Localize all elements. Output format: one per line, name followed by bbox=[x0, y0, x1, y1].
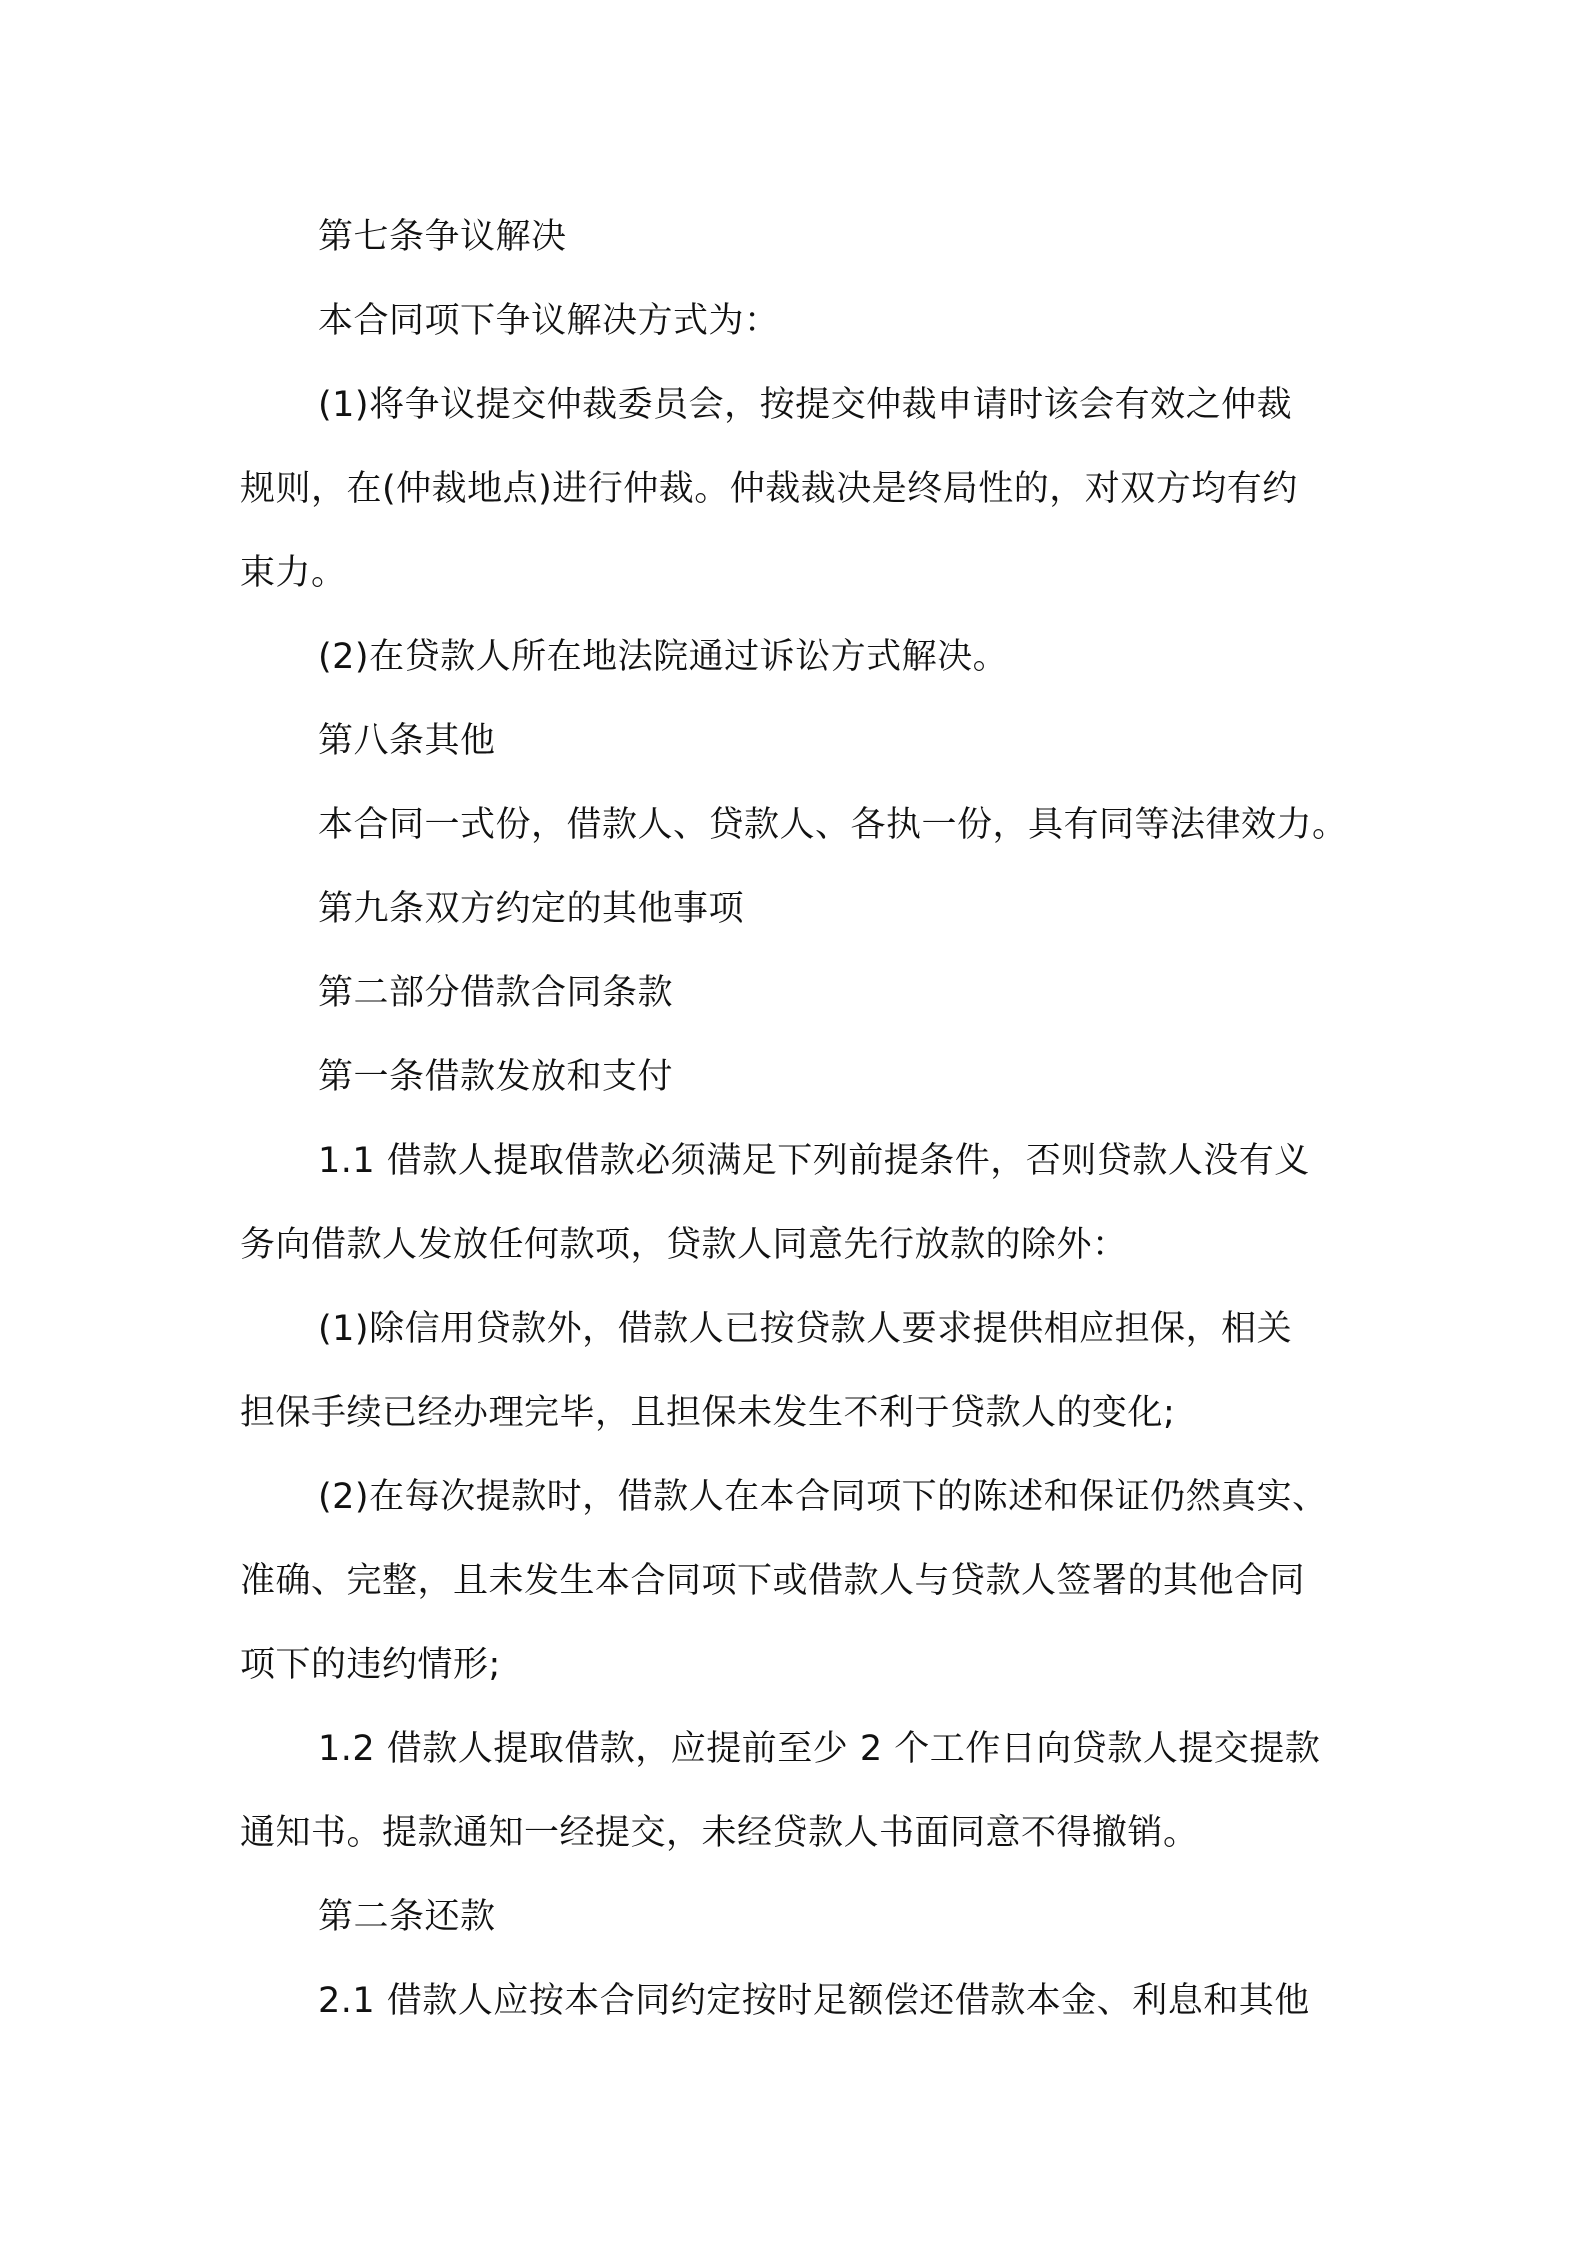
paragraph-line: 务向借款人发放任何款项，贷款人同意先行放款的除外： bbox=[240, 1225, 1128, 1265]
article-9-heading: 第九条双方约定的其他事项 bbox=[318, 889, 745, 929]
paragraph-line: (2)在每次提款时，借款人在本合同项下的陈述和保证仍然真实、 bbox=[318, 1477, 1328, 1517]
paragraph-line: 2.1 借款人应按本合同约定按时足额偿还借款本金、利息和其他 bbox=[318, 1981, 1310, 2021]
paragraph-line: (2)在贷款人所在地法院通过诉讼方式解决。 bbox=[318, 637, 1009, 677]
article-1-heading: 第一条借款发放和支付 bbox=[318, 1057, 674, 1097]
paragraph-line: 准确、完整，且未发生本合同项下或借款人与贷款人签署的其他合同 bbox=[240, 1561, 1306, 1601]
paragraph-line: (1)将争议提交仲裁委员会，按提交仲裁申请时该会有效之仲裁 bbox=[318, 385, 1293, 425]
article-8-heading: 第八条其他 bbox=[318, 721, 496, 761]
part-2-heading: 第二部分借款合同条款 bbox=[318, 973, 674, 1013]
paragraph-line: 本合同一式份，借款人、贷款人、各执一份，具有同等法律效力。 bbox=[318, 805, 1348, 845]
paragraph-line: 通知书。提款通知一经提交，未经贷款人书面同意不得撤销。 bbox=[240, 1813, 1199, 1853]
paragraph-line: 束力。 bbox=[240, 553, 347, 593]
article-2-heading: 第二条还款 bbox=[318, 1897, 496, 1937]
paragraph-line: 项下的违约情形; bbox=[240, 1645, 501, 1685]
paragraph-line: (1)除信用贷款外，借款人已按贷款人要求提供相应担保，相关 bbox=[318, 1309, 1293, 1349]
article-7-heading: 第七条争议解决 bbox=[318, 217, 567, 257]
paragraph-line: 规则，在(仲裁地点)进行仲裁。仲裁裁决是终局性的，对双方均有约 bbox=[240, 469, 1298, 509]
paragraph-line: 担保手续已经办理完毕，且担保未发生不利于贷款人的变化; bbox=[240, 1393, 1176, 1433]
document-body bbox=[240, 195, 1360, 2043]
paragraph-line: 1.1 借款人提取借款必须满足下列前提条件，否则贷款人没有义 bbox=[318, 1141, 1310, 1181]
paragraph-line: 本合同项下争议解决方式为： bbox=[318, 301, 780, 341]
paragraph-line: 1.2 借款人提取借款，应提前至少 2 个工作日向贷款人提交提款 bbox=[318, 1729, 1321, 1769]
